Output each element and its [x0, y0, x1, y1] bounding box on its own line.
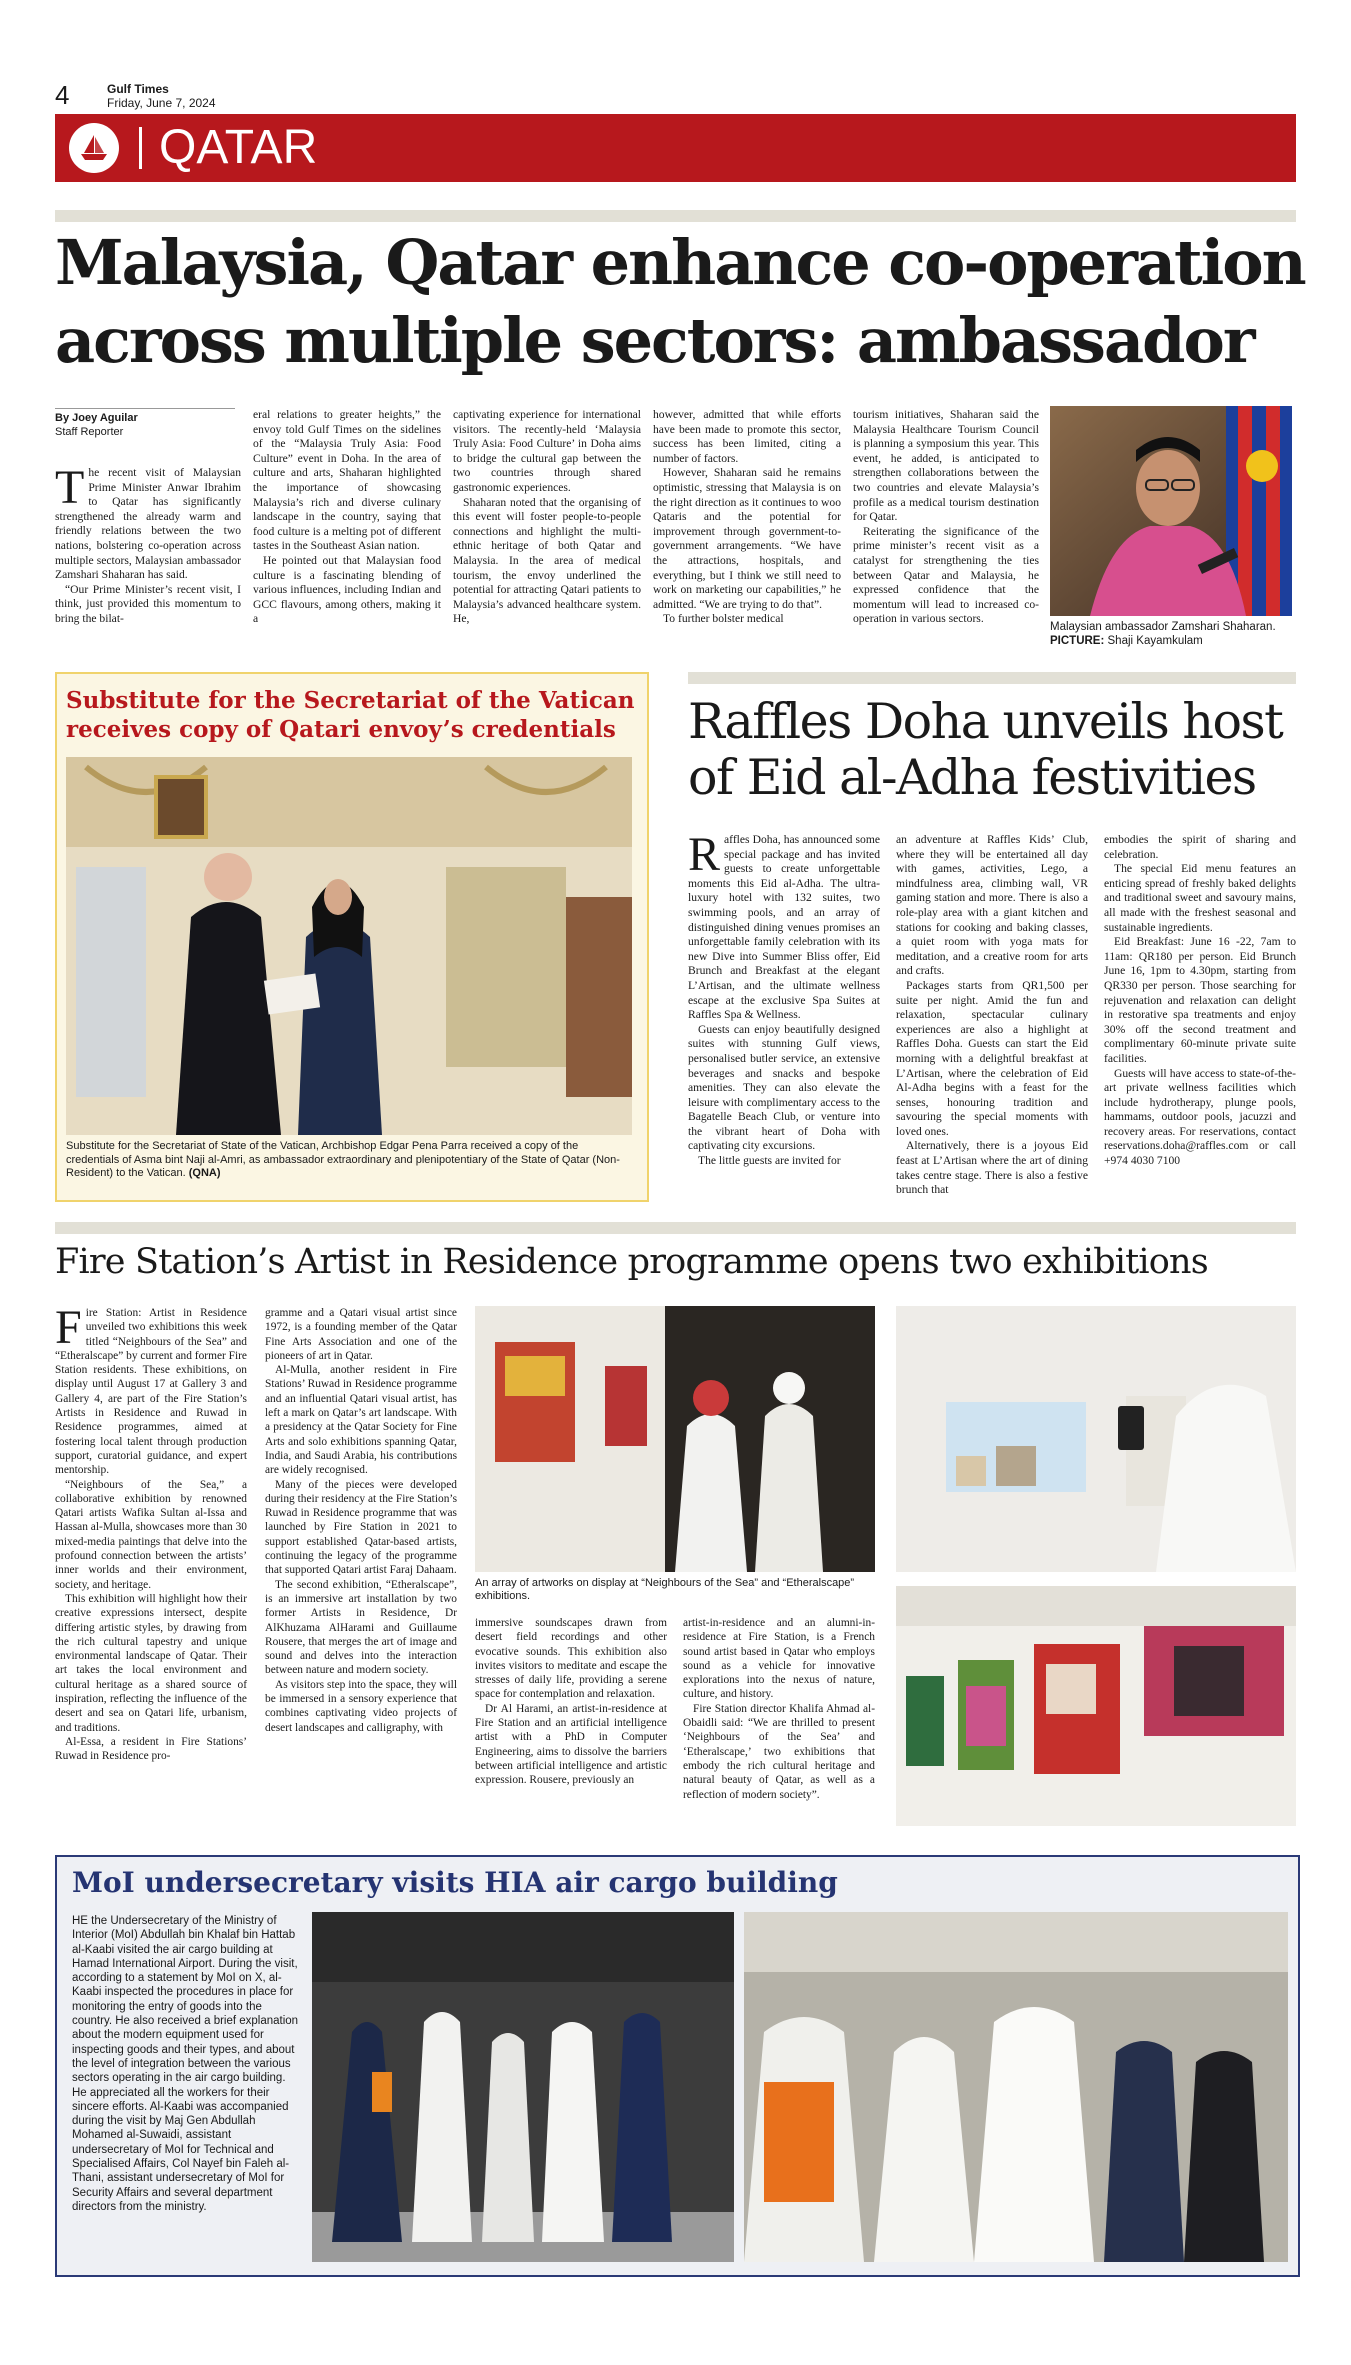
page-number: 4	[55, 80, 70, 110]
paragraph: Eid Breakfast: June 16 -22, 7am to 11am: QR180 per person. Eid Brunch June 16, 1pm to 4.30pm, starting from QR330 per person. Those searching for rejuvenation and relaxation can delight in restorative spa treatments and enjoy 30% off the second treatment and complimentary 60-minute private suite facilities.	[1104, 935, 1296, 1065]
paragraph: Reiterating the significance of the prime minister’s recent visit as a catalyst for strengthening the ties between Qatar and Malaysia, he expressed confidence that the momentum will lead to increased co-operation in various sectors.	[853, 524, 1039, 626]
paragraph: Fire Station: Artist in Residence unveiled two exhibitions this week titled “Neighbours of the Sea” and “Etheralscape” by current and former Fire Station residents. These exhibitions, on display until August 17 at Gallery 3 and Gallery 4, are part of the Fire Station’s Artists in Residence and Ruwad in Residence programmes, aimed at fostering local talent through production support, curatorial guidance, and expert mentorship.	[55, 1301, 247, 1477]
fire-headline: Fire Station’s Artist in Residence programme opens two exhibitions	[55, 1242, 1208, 1282]
fire-col-3	[475, 1616, 667, 1788]
section-banner	[55, 114, 1296, 182]
story1-col-4	[653, 408, 841, 627]
paragraph: “Our Prime Minister’s recent visit, I think, just provided this momentum to bring the bilat-	[55, 582, 241, 625]
credit-label: PICTURE:	[1050, 635, 1105, 647]
paragraph: Guests can enjoy beautifully designed suites with stunning Gulf views, personalised butler service, an extensive beverages and snacks and bespoke amenities. They can also elevate the leisure with complimentary access to the Bagatelle Beach Club, or venture into the vibrant heart of Doha with captivating city excursions.	[688, 1022, 880, 1153]
paragraph: Guests will have access to state-of-the-art private wellness facilities which include hydrotherapy, plunge pools, hammams, outdoor pools, jacuzzi and recovery areas. For reservations, contact reservations.doha@raffles.com or call +974 4030 7100	[1104, 1066, 1296, 1168]
paragraph: captivating experience for international visitors. The recently-held ‘Malaysia Truly Asia: Food Culture’ in Doha aims to bridge the cultural gap between the two countries through shared gastronomic experiences.	[453, 408, 641, 494]
paragraph: To further bolster medical	[663, 612, 784, 626]
paragraph: The little guests are invited for	[698, 1154, 841, 1168]
paragraph: Many of the pieces were developed during their residency at the Fire Station’s Ruwad in Residence programme that was launched by Fire Station in 2021 to support established Qatar-based artists, continuing the legacy of the programme that supported Qatari artist Faraj Dahaam.	[265, 1478, 457, 1577]
divider-bar	[55, 1222, 1296, 1234]
paragraph: Al-Mulla, another resident in Fire Stations’ Ruwad in Residence programme and an influential Qatari visual artist, has left a mark on Qatar’s art landscape. With a presidency at the Qatar Society for Fine Arts and solo exhibitions spanning Qatar, India, and Saudi Arabia, his contributions are widely recognised.	[265, 1364, 457, 1477]
vatican-headline: Substitute for the Secretariat of the Vatican receives copy of Qatari envoy’s credentials	[66, 687, 635, 743]
drop-cap: T	[55, 461, 85, 514]
paragraph: however, admitted that while efforts have been made to promote this sector, success has been limited, citing a number of factors.	[653, 408, 841, 465]
drop-cap: F	[55, 1301, 82, 1354]
paragraph: This exhibition will highlight how their creative expressions intersect, despite differing artistic styles, by drawing from the rich cultural tapestry and unique environmental landscape of Qatar. Their art takes the local environment and cultural heritage as a shared source of inspiration, reflecting the influence of the desert and sea on Qatari life, urbanism, and traditions.	[55, 1592, 247, 1734]
raffles-col-1	[688, 828, 880, 1169]
byline-rule	[55, 408, 235, 409]
byline-role: Staff Reporter	[55, 426, 124, 438]
gallery-photo-phone	[896, 1306, 1296, 1572]
story1-col-2	[253, 408, 441, 627]
paragraph: Packages starts from QR1,500 per suite per night. Amid the fun and relaxation, spectacular culinary experiences are also a highlight at Raffles Doha. Guests can start the Eid morning with a delightful breakfast at L’Artisan, where the celebration of Eid Al-Adha begins with a feast for the senses, honouring tradition and savouring the special moments with loved ones.	[896, 978, 1088, 1138]
paragraph: embodies the spirit of sharing and celebration.	[1104, 833, 1296, 861]
drop-cap: R	[688, 828, 721, 881]
fire-caption: An array of artworks on display at “Neighbours of the Sea” and “Etheralscape” exhibitions.	[475, 1577, 855, 1602]
paragraph: eral relations to greater heights,” the envoy told Gulf Times on the sidelines of the “Malaysia Truly Asia: Food Culture” event in Doha. In the area of culture and arts, Shaharan highlighted the importance of showcasing Malaysia’s rich and diverse culinary landscape in the country, saying that food culture is a melting pot of different tastes in the Southeast Asian nation.	[253, 408, 441, 553]
gallery-photo-paintings	[896, 1586, 1296, 1826]
caption-credit: (QNA)	[188, 1167, 221, 1179]
paragraph: Fire Station director Khalifa Ahmad al-Obaidli said: “We are thrilled to present ‘Neighbours of the Sea’ and ‘Etheralscape,’ two exhibitions that embody the rich cultural heritage and natural beauty of Qatar, as well as a reflection of modern society”.	[683, 1702, 875, 1801]
moi-photo-walk	[312, 1912, 734, 2262]
vatican-caption	[66, 1140, 632, 1181]
paragraph: immersive soundscapes drawn from desert field recordings and other evocative sounds. This exhibition also invites visitors to meditate and escape the stresses of daily life, providing a serene space for contemplation and relaxation.	[475, 1617, 667, 1701]
byline: By Joey Aguilar	[55, 412, 138, 424]
lead-headline	[55, 224, 1305, 380]
photo-credit: Shaji Kayamkulam	[1107, 635, 1203, 647]
paragraph: gramme and a Qatari visual artist since 1972, is a founding member of the Qatar Fine Arts Association and one of the pioneers of art in Qatar.	[265, 1307, 457, 1362]
ambassador-caption	[1050, 620, 1300, 648]
paragraph: However, Shaharan said he remains optimistic, stressing that Malaysia is on the right direction as it continues to woo Qataris and the potential for improvement through government-to-government arrangements. “We have the attractions, hospitals, and everything, but I think we still need to work on marketing our capabilities,” he admitted. “We are trying to do that”.	[653, 466, 841, 611]
headline-line-2: across multiple sectors: ambassador	[55, 304, 1254, 377]
divider-bar	[688, 672, 1296, 684]
ambassador-photo	[1050, 406, 1292, 616]
paper-name: Gulf Times	[107, 82, 169, 96]
paragraph: The second exhibition, “Etheralscape”, is an immersive art installation by two former Artists in Residence, Dr AlKhuzama AlHarami and Guillaume Rousere, that merges the art of image and sound and delves into the interaction between nature and modern society.	[265, 1578, 457, 1677]
paragraph: The recent visit of Malaysian Prime Minister Anwar Ibrahim to Qatar has significantly strengthened the already warm and friendly relations between the two nations, bolstering co-operation across multiple sectors, Malaysian ambassador Zamshari Shaharan has said.	[55, 461, 241, 582]
divider-bar	[55, 210, 1296, 222]
headline-line-1: Malaysia, Qatar enhance co-operation	[55, 226, 1305, 299]
banner-divider	[139, 127, 142, 169]
raffles-col-3	[1104, 833, 1296, 1169]
story1-col-1	[55, 461, 241, 627]
gallery-photo-visitors	[475, 1306, 875, 1572]
paragraph: artist-in-residence and an alumni-in-residence at Fire Station, is a French sound artist based in Qatar who employs sound as a vehicle for innovative explorations into the nexus of nature, culture, and history.	[683, 1617, 875, 1701]
story1-col-5	[853, 408, 1039, 627]
paragraph: Shaharan noted that the organising of this event will foster people-to-people connections and highlight the multi-ethnic heritage of both Qatar and Malaysia. In the area of medical tourism, the envoy underlined the potential for attracting Qatari patients to Malaysia’s advanced healthcare system. He,	[453, 495, 641, 626]
raffles-headline: Raffles Doha unveils host of Eid al-Adha festivities	[688, 693, 1283, 806]
paragraph: tourism initiatives, Shaharan said the Malaysia Healthcare Tourism Council is planning a symposium this year. This event, he added, is anticipated to strengthen collaborations between the two countries and elevate Malaysia’s profile as a medical tourism destination for Qatar.	[853, 408, 1039, 524]
raffles-col-2	[896, 833, 1088, 1198]
caption-text: Malaysian ambassador Zamshari Shaharan.	[1050, 621, 1276, 633]
caption-text: Substitute for the Secretariat of State of the Vatican, Archbishop Edgar Pena Parra received a copy of the credentials of Asma bint Naji al-Amri, as ambassador extraordinary and plenipotentiary of the State of Qatar (Non-Resident) to the Vatican.	[66, 1140, 620, 1179]
vatican-photo	[66, 757, 632, 1135]
dhow-logo-icon	[69, 123, 119, 173]
paragraph: The special Eid menu features an enticing spread of freshly baked delights and traditional sweet and savoury mains, all made with the freshest seasonal and sustainable ingredients.	[1104, 862, 1296, 934]
moi-body: HE the Undersecretary of the Ministry of Interior (MoI) Abdullah bin Khalaf bin Hattab al-Kaabi visited the air cargo building at Hamad International Airport. During the visit, according to a statement by MoI on X, al-Kaabi inspected the procedures in place for monitoring the entry of goods into the country. He also received a brief explanation about the modern equipment used for inspecting goods and their types, and about the level of integration between the various sectors operating in the air cargo building. He appreciated all the workers for their sincere efforts. Al-Kaabi was accompanied during the visit by Maj Gen Abdullah Mohamed al-Suwaidi, assistant undersecretary of MoI for Technical and Specialised Affairs, Col Nayef bin Faleh al-Thani, assistant undersecretary of MoI for Security Affairs and several department directors from the ministry.	[72, 1915, 299, 2213]
paragraph: Al-Essa, a resident in Fire Stations’ Ruwad in Residence pro-	[55, 1735, 247, 1763]
story1-col-3	[453, 408, 641, 627]
paragraph: “Neighbours of the Sea,” a collaborative exhibition by renowned Qatari artists Wafika Sultan al-Issa and Hassan al-Mulla, showcases more than 30 mixed-media paintings that delve into the profound connection between the artists’ inner worlds and their environment, society, and heritage.	[55, 1478, 247, 1591]
paragraph: Dr Al Harami, an artist-in-residence at Fire Station and an artificial intelligence artist with a PhD in Computer Engineering, aims to dissolve the barriers between artificial intelligence and artistic expression. Rousere, previously an	[475, 1702, 667, 1787]
section-title: QATAR	[159, 121, 318, 174]
fire-col-2	[265, 1306, 457, 1735]
issue-date: Friday, June 7, 2024	[107, 96, 216, 110]
paragraph: Alternatively, there is a joyous Eid feast at L’Artisan where the art of dining takes centre stage. There is also a festive brunch that	[896, 1139, 1088, 1197]
paragraph: an adventure at Raffles Kids’ Club, where they will be entertained all day with games, activities, Lego, a mindfulness area, climbing wall, VR gaming station and more. There is also a role-play area with a giant kitchen and stations for cooking and baking classes, a quiet room with yoga mats for meditation, and a creative room for arts and crafts.	[896, 833, 1088, 978]
moi-photo-group	[744, 1912, 1288, 2262]
paragraph: Raffles Doha, has announced some special package and has invited guests to create unforgettable moments this Eid al-Adha. The ultra-luxury hotel with 132 suites, two swimming pools, and an array of distinguished dining venues promises an unforgettable family celebration with its new Dive into Summer Bliss offer, Eid Brunch and Breakfast at the elegant L’Artisan, and the ultimate wellness escape at the exclusive Spa Suites at Raffles Spa & Wellness.	[688, 828, 880, 1022]
fire-col-1	[55, 1301, 247, 1764]
fire-col-4	[683, 1616, 875, 1802]
moi-headline: MoI undersecretary visits HIA air cargo building	[72, 1866, 838, 1899]
paragraph: As visitors step into the space, they will be immersed in a sensory experience that combines captivating video projects of desert landscapes and calligraphy, with	[265, 1678, 457, 1734]
paragraph: He pointed out that Malaysian food culture is a fascinating blending of various influences, including Indian and GCC flavours, among others, making it a	[253, 553, 441, 626]
